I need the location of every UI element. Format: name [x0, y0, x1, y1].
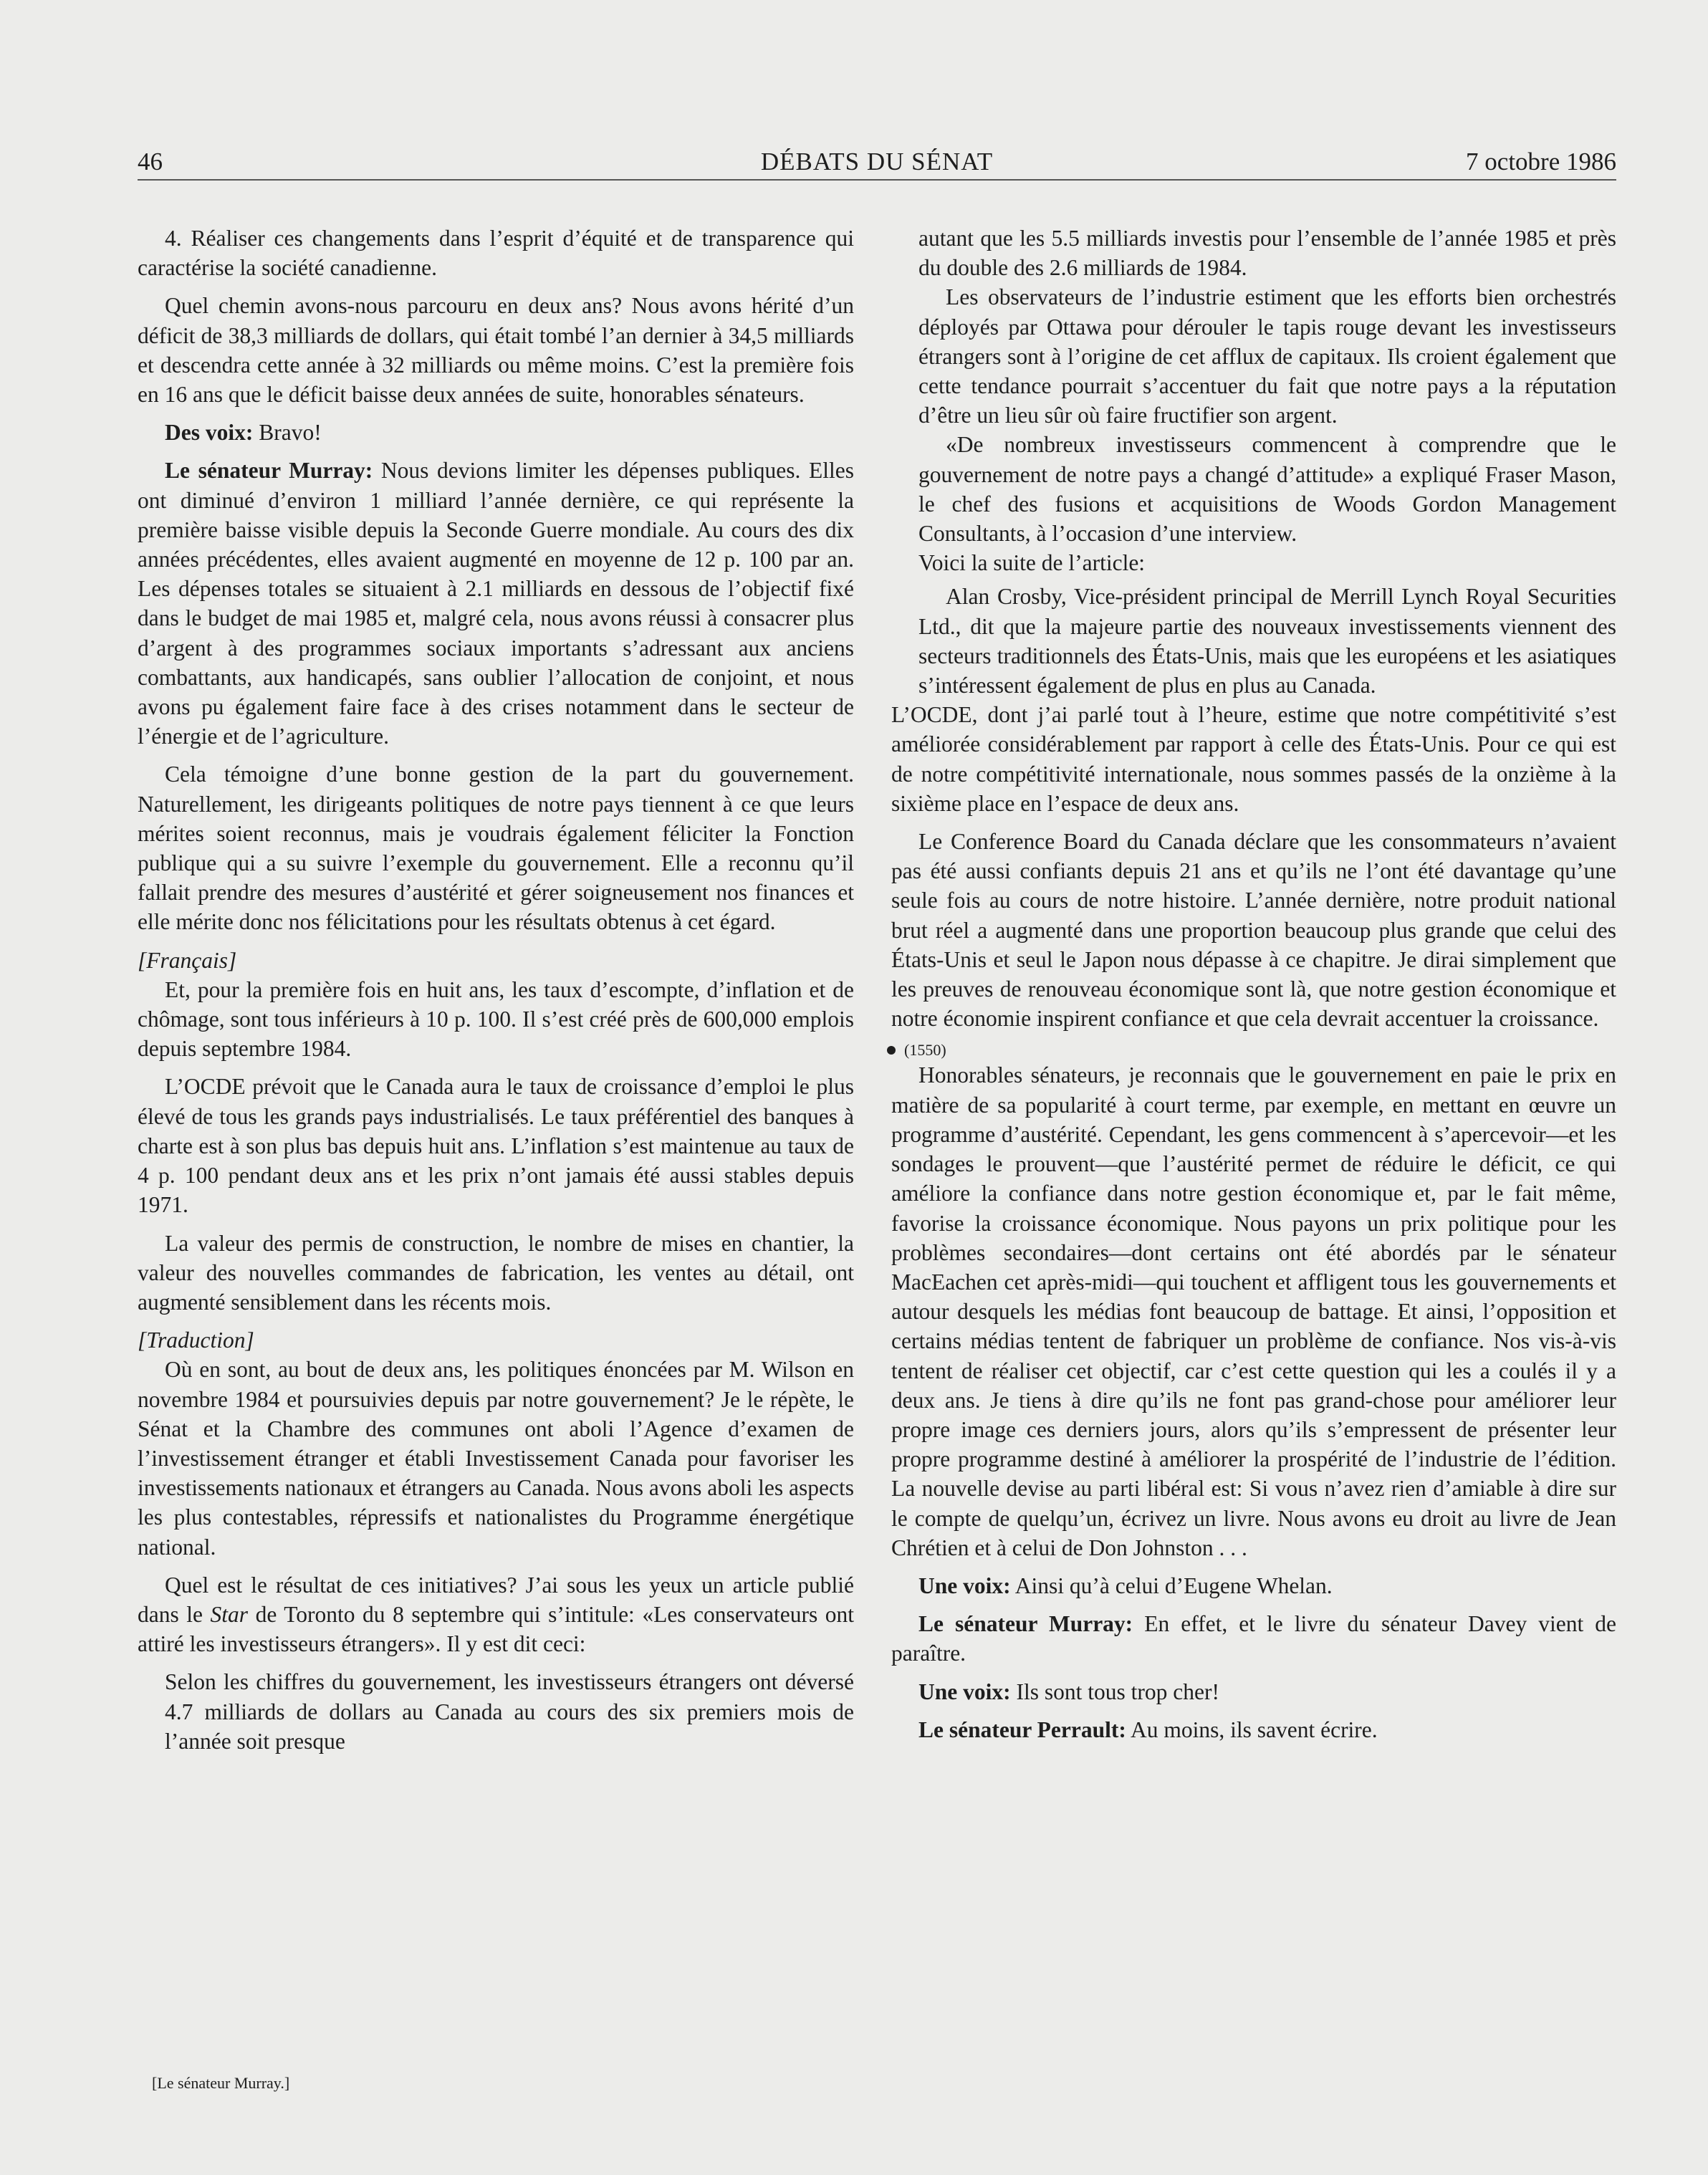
page-number: 46	[138, 148, 163, 176]
speech-text: Bravo!	[259, 420, 322, 446]
speech	[891, 1677, 1616, 1706]
speech-text: Au moins, ils savent écrire.	[1130, 1717, 1378, 1742]
paragraph: La valeur des permis de construction, le nombre de mises en chantier, la valeur des nouvelles commandes de fabrication, les ventes au détail, ont augmenté sensiblement dans les récents mois.	[138, 1230, 854, 1315]
speech-text: Nous devions limiter les dépenses publiques. Elles ont diminué d’environ 1 milliard l’année dernière, ce qui représente la première baisse visible depuis la Seconde Guerre mondiale. Au cours des dix années précédentes, elles avaient augmenté en moyenne de 12 p. 100 par an. Les dépenses totales se situaient à 2.1 milliards en dessous de l’objectif fixé dans le budget de mai 1985 et, malgré cela, nous avons réussi à consacrer plus d’argent à des programmes sociaux importants s’adressant aux anciens combattants, aux handicapés, sans oublier l’allocation de conjoint, et nous avons pu également faire face à des crises notamment dans le secteur de l’énergie et de l’agriculture.	[138, 458, 854, 749]
newspaper-name: Star	[210, 1601, 249, 1627]
speaker-name: Des voix:	[165, 420, 254, 446]
paragraph: Honorables sénateurs, je reconnais que le gouvernement en paie le prix en matière de sa popularité à court terme, par exemple, en mettant en œuvre un programme d’austérité. Cependant, les gens commencent à s’apercevoir—et les sondages le prouvent—que l’austérité permet de réduire le déficit, ce qui améliore la confiance dans notre gestion économique et, par le fait même, favorise la croissance économique. Nous payons un prix politique pour les problèmes secondaires—dont certains ont été abordés par le sénateur MacEachen cet après-midi—qui touchent et affligent tous les gouvernements et autour desquels les médias font beaucoup de battage. Et ainsi, l’opposition et certains médias tentent de fabriquer un problème de confiance. Nos vis-à-vis tentent de réaliser cet objectif, car c’est cette question qui les a coulés il y a deux ans. Je tiens à dire qu’ils ne font pas grand-chose pour améliorer leur propre image ces derniers jours, alors qu’ils s’empressent de présenter leur propre programme destiné à améliorer la prospérité de l’industrie de l’édition. La nouvelle devise au parti libéral est: Si vous n’avez rien d’amiable à dire sur le compte de quelqu’un, écrivez un livre. Nous avons eu droit au livre de Jean Chrétien et à celui de Don Johnston . . .	[891, 1062, 1616, 1560]
quoted-article: autant que les 5.5 milliards investis pour l’ensemble de l’année 1985 et près du double des 2.6 milliards de 1984.	[918, 226, 1616, 281]
speaker-name: Une voix:	[918, 1679, 1011, 1704]
paragraph: Le Conference Board du Canada déclare que les consommateurs n’avaient pas été aussi confiants depuis 21 ans et qu’ils ne l’ont été davantage qu’une seule fois au cours de notre histoire. L’année dernière, notre produit national brut réel a augmenté dans une proportion beaucoup plus grande que celui des États-Unis et seul le Japon nous dépasse à ce chapitre. Je dirai simplement que les preuves de renouveau économique sont là, que notre gestion économique et notre économie inspirent confiance et que cela devrait accentuer la croissance.	[891, 829, 1616, 1032]
speaker-name: Le sénateur Murray:	[165, 458, 373, 484]
page-header	[138, 143, 1616, 181]
speech	[891, 1571, 1616, 1600]
paragraph: L’OCDE, dont j’ai parlé tout à l’heure, estime que notre compétitivité s’est améliorée considérablement par rapport à celle des États-Unis. Pour ce qui est de notre compétitivité internationale, nous sommes passés de la onzième à la sixième place en l’espace de deux ans.	[891, 702, 1616, 816]
speech-text: En effet, et le livre du sénateur Davey vient de paraître.	[891, 1611, 1617, 1666]
paragraph: Et, pour la première fois en huit ans, les taux d’escompte, d’inflation et de chômage, sont tous inférieurs à 10 p. 100. Il s’est créé près de 600,000 emplois depuis septembre 1984.	[138, 976, 854, 1062]
speaker-name: Le sénateur Murray:	[918, 1611, 1133, 1637]
page-date: 7 octobre 1986	[1466, 148, 1616, 176]
paragraph: 4. Réaliser ces changements dans l’esprit d’équité et de transparence qui caractérise la société canadienne.	[138, 226, 854, 281]
speech-text: Ainsi qu’à celui d’Eugene Whelan.	[1014, 1573, 1333, 1598]
paragraph: Quel chemin avons-nous parcouru en deux ans? Nous avons hérité d’un déficit de 38,3 milliards de dollars, qui était tombé l’an dernier à 34,5 milliards et descendra cette année à 32 milliards ou même moins. C’est la première fois en 16 ans que le déficit baisse deux années de suite, honorables sénateurs.	[138, 293, 854, 408]
footnote: [Le sénateur Murray.]	[152, 2074, 290, 2092]
paragraph: Où en sont, au bout de deux ans, les politiques énoncées par M. Wilson en novembre 1984 et poursuivies depuis par notre gouvernement? Je le répète, le Sénat et la Chambre des communes ont aboli l’Agence d’examen de l’investissement étranger et établi Investissement Canada pour favoriser les investissements nationaux et étrangers au Canada. Nous avons aboli les aspects les plus contestables, répressifs et nationalistes du Programme énergétique national.	[138, 1357, 854, 1560]
language-tag: [Traduction]	[138, 1327, 254, 1353]
speaker-name: Le sénateur Perrault:	[918, 1717, 1126, 1742]
speech-text: Ils sont tous trop cher!	[1016, 1679, 1219, 1704]
speech	[138, 456, 854, 751]
quoted-article: «De nombreux investisseurs commencent à comprendre que le gouvernement de notre pays a changé d’attitude» a expliqué Fraser Mason, le chef des fusions et acquisitions de Woods Gordon Management Consultants, à l’occasion d’une interview.	[918, 432, 1616, 547]
speech	[138, 418, 854, 447]
quoted-article: Selon les chiffres du gouvernement, les investisseurs étrangers ont déversé 4.7 milliards de dollars au Canada au cours des six premiers mois de l’année soit presque	[165, 1669, 854, 1754]
paragraph: L’OCDE prévoit que le Canada aura le taux de croissance d’emploi le plus élevé de tous les grands pays industrialisés. Le taux préférentiel des banques à charte est à son plus bas depuis huit ans. L’inflation s’est maintenue au taux de 4 p. 100 pendant deux ans et les prix n’ont jamais été aussi stables depuis 1971.	[138, 1074, 854, 1218]
time-marker: (1550)	[887, 1040, 1616, 1060]
paragraph: Cela témoigne d’une bonne gestion de la part du gouvernement. Naturellement, les dirigeants politiques de notre pays tiennent à ce que leurs mérites soient reconnus, mais je voudrais également féliciter la Fonction publique qui a su suivre l’exemple du gouvernement. Elle a reconnu qu’il fallait prendre des mesures d’austérité et gérer soigneusement nos finances et elle mérite donc nos félicitations pour les résultats obtenus à cet égard.	[138, 762, 854, 935]
quoted-article: Les observateurs de l’industrie estiment que les efforts bien orchestrés déployés par Ottawa pour dérouler le tapis rouge devant les investisseurs étrangers sont à l’origine de cet afflux de capitaux. Ils croient également que cette tendance pourrait s’accentuer du fait que notre pays a la réputation d’être un lieu sûr où faire fructifier son argent.	[918, 284, 1616, 428]
language-tag: [Français]	[138, 947, 237, 973]
quoted-article: Alan Crosby, Vice-président principal de Merrill Lynch Royal Securities Ltd., dit que la majeure partie des nouveaux investissements viennent des secteurs traditionnels des États-Unis, mais que les européens et les asiatiques s’intéressent également de plus en plus au Canada.	[918, 584, 1616, 698]
speech	[891, 1715, 1616, 1744]
right-column	[891, 224, 1616, 1753]
paragraph: Quel est le résultat de ces initiatives? J’ai sous les yeux un article publié dans le Star de Toronto du 8 septembre qui s’intitule: «Les conservateurs ont attiré les investisseurs étrangers». Il y est dit ceci:	[138, 1572, 855, 1657]
paragraph: Voici la suite de l’article:	[918, 550, 1146, 576]
left-column	[138, 224, 854, 1765]
speaker-name: Une voix:	[918, 1573, 1011, 1598]
page-title: DÉBATS DU SÉNAT	[760, 148, 994, 176]
speech	[891, 1609, 1616, 1668]
bullet-icon	[887, 1046, 896, 1055]
